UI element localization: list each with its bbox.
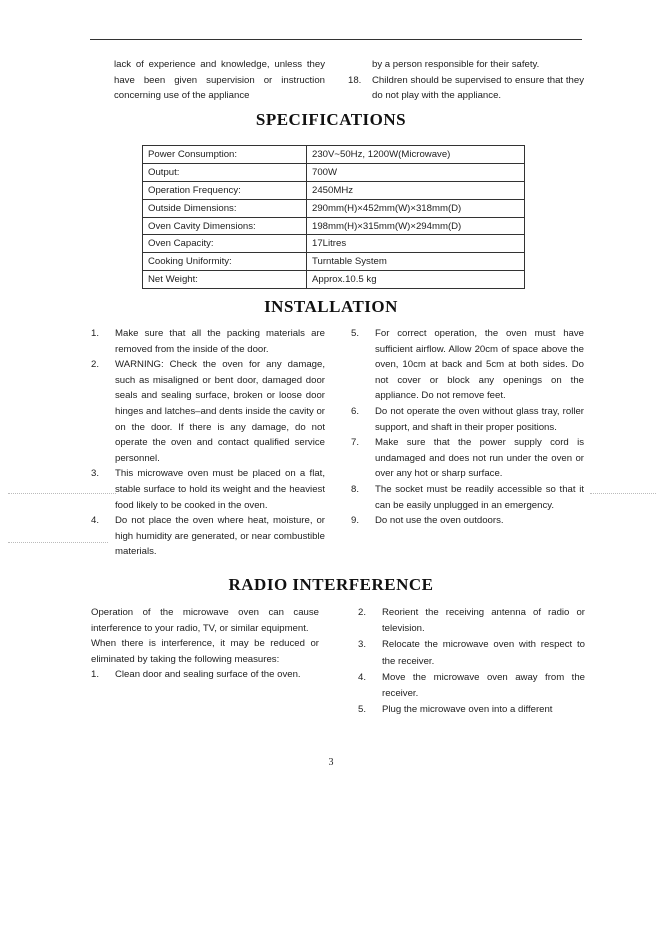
table-row <box>143 181 525 199</box>
item-text: Do not operate the oven without glass tray, roller support, and shaft in their proper positions. <box>375 405 584 433</box>
item-number: 9. <box>351 515 360 527</box>
table-row <box>143 235 525 253</box>
installation-item-5 <box>351 326 584 404</box>
intro-left-text: lack of experience and knowledge, unless they have been given supervision or instruction concerning use of the appliance <box>114 59 325 102</box>
installation-item-1 <box>91 326 325 357</box>
item-text: Do not use the oven outdoors. <box>375 515 504 527</box>
spec-label: Oven Cavity Dimensions: <box>143 217 307 235</box>
intro-item-18 <box>348 73 584 104</box>
item-text: For correct operation, the oven must have sufficient airflow. Allow 20cm of space above the oven, 10cm at back and 5cm at both sides. Do not cover or block any openings on the appliance. Do not remove feet. <box>375 328 584 402</box>
scan-artifact-line <box>590 493 656 494</box>
spec-value: 2450MHz <box>307 181 525 199</box>
item-text: Make sure that all the packing materials are removed from the inside of the door. <box>115 328 325 355</box>
item-number: 18. <box>348 74 362 86</box>
item-number: 5. <box>351 328 360 339</box>
installation-item-2 <box>91 357 325 466</box>
installation-item-4 <box>91 513 325 560</box>
item-text: WARNING: Check the oven for any damage, such as misaligned or bent door, damaged door seals and sealing surface, broken or loose door hinges and latches–and dents inside the cavity or on the door. If there is any damage, do not operate the oven and contact qualified service personnel. <box>115 359 325 464</box>
installation-item-8 <box>351 482 584 513</box>
specifications-table <box>142 145 525 289</box>
spec-label: Oven Capacity: <box>143 235 307 253</box>
table-row <box>143 253 525 271</box>
radio-item-3 <box>358 637 585 669</box>
radio-item-2 <box>358 605 585 637</box>
radio-interference-heading: RADIO INTERFERENCE <box>228 575 434 594</box>
installation-left-column <box>91 326 325 560</box>
item-number: 5. <box>358 704 367 716</box>
spec-label: Net Weight: <box>143 271 307 289</box>
item-text: Do not place the oven where heat, moisture, or high humidity are generated, or near combustible materials. <box>115 515 325 558</box>
radio-right-column <box>358 605 585 718</box>
item-number: 8. <box>351 483 360 495</box>
spec-label: Power Consumption: <box>143 146 307 164</box>
installation-item-3 <box>91 466 325 513</box>
spec-value: Turntable System <box>307 253 525 271</box>
item-text: Plug the microwave oven into a different <box>382 704 553 716</box>
specifications-heading: SPECIFICATIONS <box>255 110 407 129</box>
table-row <box>143 217 525 235</box>
item-text: This microwave oven must be placed on a flat, stable surface to hold its weight and the heaviest food likely to be cooked in the oven. <box>115 468 325 511</box>
item-number: 7. <box>351 437 360 449</box>
item-number: 4. <box>358 671 367 683</box>
radio-item-4 <box>358 670 585 702</box>
item-text: Children should be supervised to ensure that they do not play with the appliance. <box>372 74 584 102</box>
intro-left-column <box>114 57 325 104</box>
spec-value: 17Litres <box>307 235 525 253</box>
spec-value: 230V~50Hz, 1200W(Microwave) <box>307 146 525 164</box>
installation-item-7 <box>351 435 584 482</box>
table-row <box>143 146 525 164</box>
installation-heading: INSTALLATION <box>264 297 398 316</box>
intro-right-continuation: by a person responsible for their safety. <box>372 59 540 70</box>
item-number: 3. <box>91 468 100 480</box>
table-row <box>143 163 525 181</box>
spec-label: Outside Dimensions: <box>143 199 307 217</box>
item-number: 1. <box>91 669 100 681</box>
spec-label: Output: <box>143 163 307 181</box>
item-text: Relocate the microwave oven with respect to the receiver. <box>382 639 585 667</box>
item-number: 2. <box>358 607 367 618</box>
top-rule <box>90 39 582 40</box>
scan-artifact-line <box>8 493 116 494</box>
spec-value: 198mm(H)×315mm(W)×294mm(D) <box>307 217 525 235</box>
radio-left-column <box>91 605 319 683</box>
spec-label: Operation Frequency: <box>143 181 307 199</box>
item-text: Reorient the receiving antenna of radio or television. <box>382 607 585 635</box>
item-number: 3. <box>358 639 367 651</box>
installation-item-9 <box>351 513 584 529</box>
item-number: 1. <box>91 328 100 339</box>
spec-label: Cooking Uniformity: <box>143 253 307 271</box>
spec-value: 700W <box>307 163 525 181</box>
scan-artifact-line <box>8 542 108 543</box>
page-number: 3 <box>328 757 334 768</box>
item-text: Move the microwave oven away from the receiver. <box>382 671 585 700</box>
item-number: 6. <box>351 405 360 417</box>
installation-right-column <box>351 326 584 529</box>
item-text: Clean door and sealing surface of the oven. <box>115 669 301 681</box>
item-text: Make sure that the power supply cord is undamaged and does not run under the oven or over any hot or sharp surface. <box>375 437 584 480</box>
radio-item-1 <box>91 667 319 683</box>
item-number: 2. <box>91 359 100 371</box>
spec-value: 290mm(H)×452mm(W)×318mm(D) <box>307 199 525 217</box>
radio-item-5 <box>358 702 585 718</box>
item-text: The socket must be readily accessible so that it can be easily unplugged in an emergency. <box>375 483 584 511</box>
item-number: 4. <box>91 515 100 527</box>
intro-right-column <box>348 57 584 104</box>
table-row <box>143 271 525 289</box>
installation-item-6 <box>351 404 584 435</box>
spec-value: Approx.10.5 kg <box>307 271 525 289</box>
radio-intro-text-2: When there is interference, it may be reduced or eliminated by taking the following measures: <box>91 638 319 665</box>
table-row <box>143 199 525 217</box>
radio-intro-text: Operation of the microwave oven can cause interference to your radio, TV, or similar equipment. <box>91 607 319 634</box>
